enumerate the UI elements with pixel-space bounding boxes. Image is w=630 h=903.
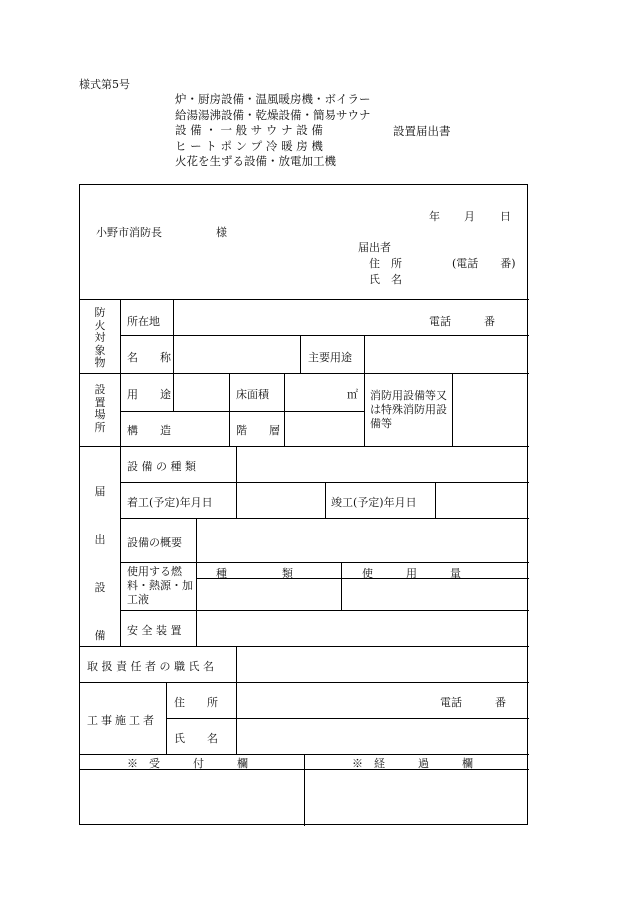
overview-label: 設備の概要 <box>127 536 182 549</box>
object-name-label: 名 称 <box>127 351 171 364</box>
row-divider <box>120 411 364 412</box>
title-line: 給湯湯沸設備・乾燥設備・簡易サウナ <box>175 107 371 122</box>
col-divider <box>364 373 365 446</box>
form-number: 様式第5号 <box>79 78 130 91</box>
contractor-name-label: 氏 名 <box>174 732 218 745</box>
contractor-phone: 電話 番 <box>440 696 506 709</box>
form-title <box>175 92 371 170</box>
title-line: 設 備 ・ 一 般 サ ウ ナ 設 備 <box>175 123 323 137</box>
contractor-address-label: 住 所 <box>174 696 218 709</box>
floor-area-unit: ㎡ <box>347 388 358 401</box>
col-divider <box>284 373 285 446</box>
col-divider <box>300 335 301 373</box>
row-divider <box>80 446 529 447</box>
floor-label: 階 層 <box>236 424 280 437</box>
title-suffix: 設置届出書 <box>393 124 451 138</box>
submitter-name-label: 氏 名 <box>369 273 402 286</box>
row-divider <box>120 562 529 563</box>
col-divider <box>325 482 326 518</box>
col-divider <box>229 373 230 446</box>
title-line: 火花を生ずる設備・放電加工機 <box>175 154 336 168</box>
col-divider <box>196 518 197 646</box>
safety-device-label: 安 全 装 置 <box>127 624 182 637</box>
manager-label: 取扱責任者の職氏名 <box>87 660 218 673</box>
row-divider <box>120 335 529 336</box>
fuel-label: 使用する燃料・熱源・加工液 <box>127 565 193 606</box>
location-label: 所在地 <box>127 315 160 328</box>
col-divider <box>341 562 342 610</box>
honorific: 様 <box>216 226 227 239</box>
start-date-label: 着工(予定)年月日 <box>127 496 213 509</box>
equipment-type-label: 設 備 の 種 類 <box>127 460 196 473</box>
row-divider <box>80 299 529 300</box>
amount-header: 使 用 量 <box>362 567 461 580</box>
addressee: 小野市消防長 <box>96 226 162 239</box>
location-phone: 電話 番 <box>429 315 495 328</box>
install-place-section-label: 設置場所 <box>94 383 106 434</box>
date-month: 月 <box>464 210 475 223</box>
col-divider <box>452 373 453 446</box>
structure-label: 構 造 <box>127 424 171 437</box>
kind-header: 種 類 <box>216 567 293 580</box>
col-divider <box>236 682 237 754</box>
reception-label: ※ 受 付 欄 <box>127 757 248 770</box>
col-divider <box>364 335 365 373</box>
main-use-label: 主要用途 <box>308 351 352 364</box>
row-divider <box>80 646 529 647</box>
form-table <box>79 184 528 825</box>
row-divider <box>80 682 529 683</box>
row-divider <box>120 610 529 611</box>
row-divider <box>80 373 529 374</box>
row-divider <box>166 718 529 719</box>
row-divider <box>120 518 529 519</box>
floor-area-label: 床面積 <box>236 388 269 401</box>
col-divider <box>120 299 121 646</box>
submitter-address-label: 住 所 <box>369 257 402 270</box>
date-day: 日 <box>500 210 511 223</box>
submitter-phone-label: (電話 番) <box>452 257 516 270</box>
submitter-label: 届出者 <box>358 241 391 254</box>
fire-object-section-label: 防火対象物 <box>94 306 106 369</box>
col-divider <box>236 646 237 682</box>
col-divider <box>304 754 305 826</box>
col-divider <box>173 299 174 411</box>
fire-equipment-label: 消防用設備等又は特殊消防用設備等 <box>370 389 447 430</box>
date-year: 年 <box>429 210 440 223</box>
col-divider <box>236 446 237 518</box>
use-label: 用 途 <box>127 388 171 401</box>
completion-date-label: 竣工(予定)年月日 <box>331 496 417 509</box>
equipment-section-label: 届出設備 <box>94 485 106 642</box>
contractor-label: 工事施工者 <box>87 714 157 727</box>
progress-label: ※ 経 過 欄 <box>352 757 473 770</box>
title-line: ヒ ー ト ポ ン プ 冷 暖 房 機 <box>175 138 323 153</box>
col-divider <box>435 482 436 518</box>
title-line: 炉・厨房設備・温風暖房機・ボイラー <box>175 92 371 106</box>
col-divider <box>166 682 167 754</box>
